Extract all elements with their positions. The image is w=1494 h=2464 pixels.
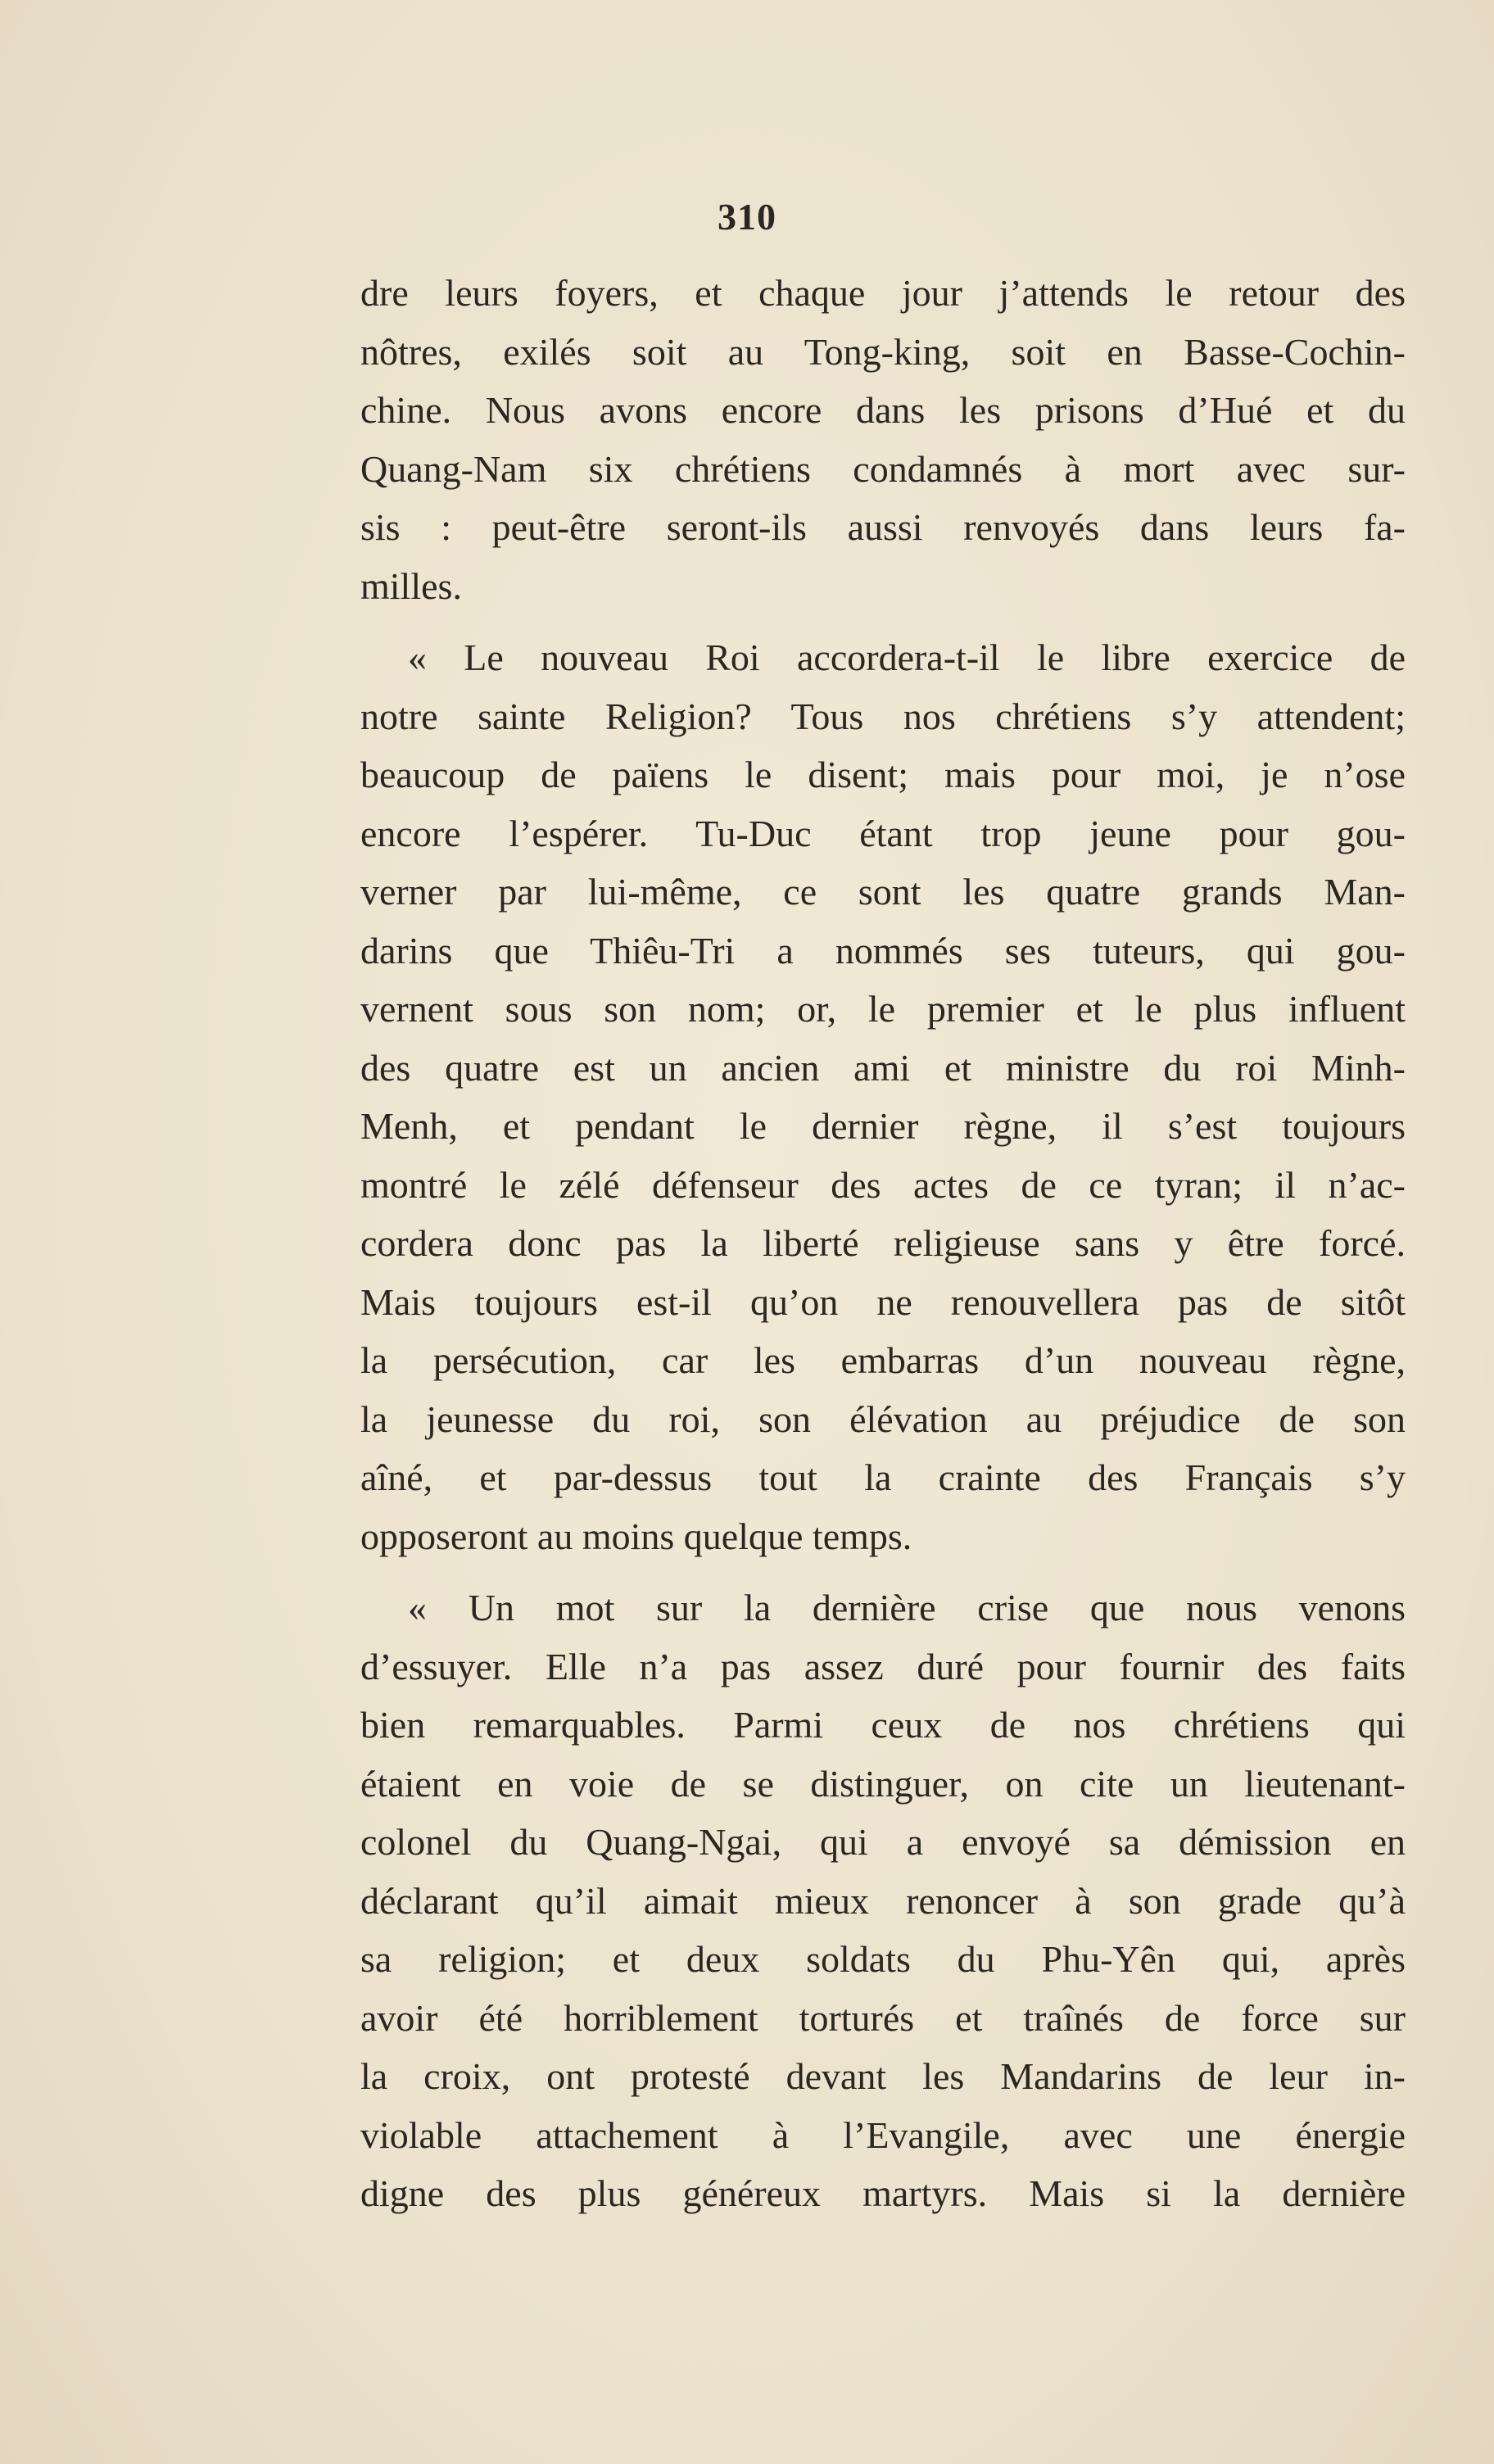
text-line: la croix, ont protesté devant les Mandarins de leur in- (360, 2055, 1406, 2097)
text-line: colonel du Quang-Ngai, qui a envoyé sa démission en (360, 1821, 1406, 1863)
text-line: darins que Thiêu-Tri a nommés ses tuteurs, qui gou- (360, 929, 1406, 972)
text-line: cordera donc pas la liberté religieuse sans y être forcé. (360, 1222, 1406, 1264)
text-line: bien remarquables. Parmi ceux de nos chrétiens qui (360, 1704, 1406, 1746)
text-line: digne des plus généreux martyrs. Mais si la dernière (360, 2172, 1406, 2214)
text-line: chine. Nous avons encore dans les prisons d’Hué et du (360, 389, 1406, 431)
text-line: Menh, et pendant le dernier règne, il s’est toujours (360, 1105, 1406, 1147)
text-line: la persécution, car les embarras d’un nouveau règne, (360, 1339, 1406, 1381)
text-line: « Un mot sur la dernière crise que nous venons (408, 1587, 1406, 1628)
text-line: sa religion; et deux soldats du Phu-Yên qui, après (360, 1938, 1406, 1980)
text-line: encore l’espérer. Tu-Duc étant trop jeune pour gou- (360, 812, 1406, 854)
text-line: opposeront au moins quelque temps. (360, 1515, 912, 1557)
text-line: d’essuyer. Elle n’a pas assez duré pour fournir des faits (360, 1645, 1406, 1687)
body-text (360, 264, 1406, 2223)
paragraph-1 (360, 264, 1406, 615)
text-line: Mais toujours est-il qu’on ne renouvellera pas de sitôt (360, 1280, 1406, 1323)
text-line: verner par lui-même, ce sont les quatre grands Man- (360, 871, 1406, 913)
text-line: milles. (360, 564, 462, 607)
paragraph-2 (360, 628, 1406, 1565)
text-line: Quang-Nam six chrétiens condamnés à mort avec sur- (360, 447, 1406, 490)
text-line: aîné, et par-dessus tout la crainte des Français s’y (360, 1456, 1406, 1498)
text-line: sis : peut-être seront-ils aussi renvoyés dans leurs fa- (360, 506, 1406, 548)
text-line: dre leurs foyers, et chaque jour j’attends le retour des (360, 272, 1406, 314)
text-line: nôtres, exilés soit au Tong-king, soit en Basse-Cochin- (360, 330, 1406, 373)
text-line: déclarant qu’il aimait mieux renoncer à son grade qu’à (360, 1879, 1406, 1922)
page-number: 310 (718, 196, 776, 238)
text-line: vernent sous son nom; or, le premier et le plus influent (360, 988, 1406, 1030)
text-line: des quatre est un ancien ami et ministre du roi Minh- (360, 1046, 1406, 1089)
text-line: avoir été horriblement torturés et traînés de force sur (360, 1996, 1406, 2039)
paragraph-3 (360, 1578, 1406, 2223)
text-line: la jeunesse du roi, son élévation au préjudice de son (360, 1397, 1406, 1440)
text-line: violable attachement à l’Evangile, avec une énergie (360, 2113, 1406, 2156)
text-line: notre sainte Religion? Tous nos chrétiens s’y attendent; (360, 695, 1406, 737)
text-line: étaient en voie de se distinguer, on cite un lieutenant- (360, 1762, 1406, 1805)
text-line: beaucoup de païens le disent; mais pour moi, je n’ose (360, 754, 1406, 795)
text-line: montré le zélé défenseur des actes de ce tyran; il n’ac- (360, 1163, 1406, 1206)
text-line: « Le nouveau Roi accordera-t-il le libre exercice de (408, 636, 1406, 678)
